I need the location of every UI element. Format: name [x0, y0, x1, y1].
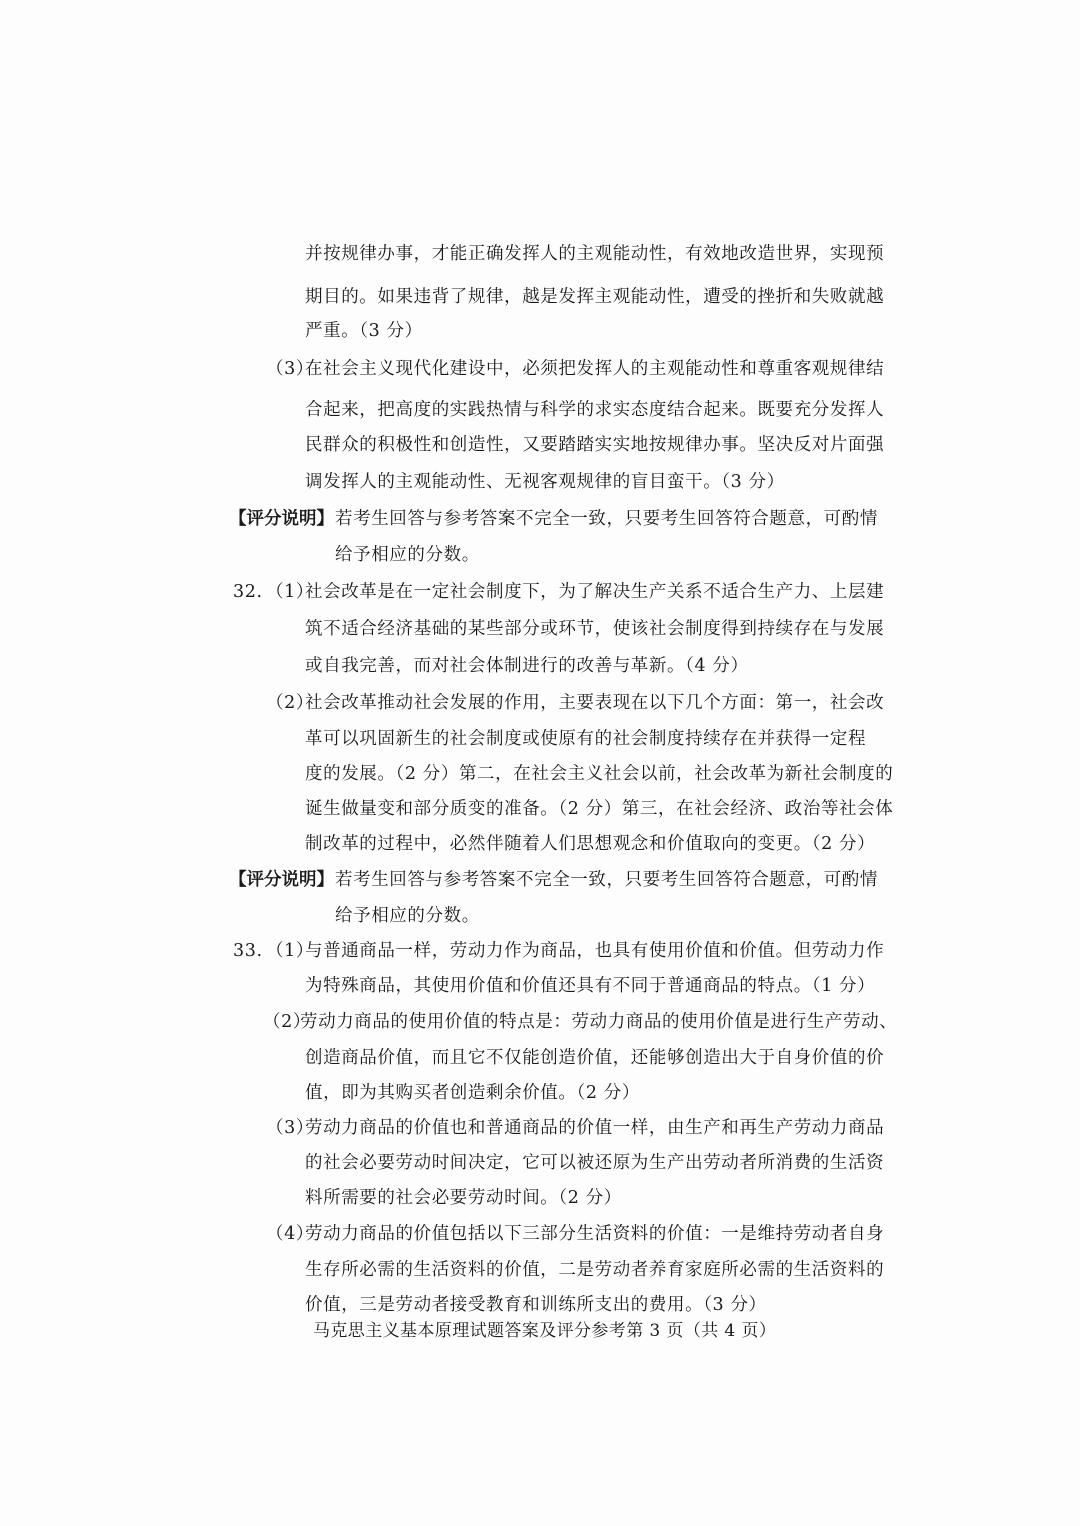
question-number: 33.: [233, 941, 263, 961]
part-marker: （2）: [266, 693, 314, 713]
text-line: 劳动力商品的价值包括以下三部分生活资料的价值：一是维持劳动者自身: [305, 1224, 885, 1244]
text-line: 创造商品价值，而且它不仅能创造价值，还能够创造出大于自身价值的价: [305, 1048, 885, 1068]
text-line: 的社会必要劳动时间决定，它可以被还原为生产出劳动者所消费的生活资: [305, 1153, 885, 1173]
part-marker: （3）: [266, 359, 314, 379]
question-number: 32.: [233, 582, 263, 602]
scoring-note-label: 【评分说明】: [229, 870, 334, 890]
text-line: 严重。（3 分）: [305, 321, 423, 341]
text-line: 制改革的过程中，必然伴随着人们思想观念和价值取向的变更。（2 分）: [305, 834, 876, 854]
text-line: 并按规律办事，才能正确发挥人的主观能动性，有效地改造世界，实现预: [305, 244, 885, 264]
text-line: 与普通商品一样，劳动力作为商品，也具有使用价值和价值。但劳动力作: [305, 941, 885, 961]
text-line: 给予相应的分数。: [335, 545, 480, 565]
text-line: 在社会主义现代化建设中，必须把发挥人的主观能动性和尊重客观规律结: [305, 359, 885, 379]
text-line: 筑不适合经济基础的某些部分或环节，使该社会制度得到持续存在与发展: [305, 619, 885, 639]
text-line: 革可以巩固新生的社会制度或使原有的社会制度持续存在并获得一定程: [305, 729, 867, 749]
text-line: 为特殊商品，其使用价值和价值还具有不同于普通商品的特点。（1 分）: [305, 976, 876, 996]
text-line: 劳动力商品的使用价值的特点是：劳动力商品的使用价值是进行生产劳动、: [300, 1012, 898, 1032]
text-line: 诞生做量变和部分质变的准备。（2 分）第三，在社会经济、政治等社会体: [305, 799, 894, 819]
page-footer: 马克思主义基本原理试题答案及评分参考第 3 页（共 4 页）: [313, 1321, 777, 1341]
text-line: 劳动力商品的价值也和普通商品的价值一样，由生产和再生产劳动力商品: [305, 1118, 885, 1138]
text-line: 度的发展。（2 分）第二，在社会主义社会以前，社会改革为新社会制度的: [305, 764, 894, 784]
text-line: 给予相应的分数。: [335, 906, 480, 926]
part-marker: （3）: [266, 1118, 314, 1138]
part-marker: （2）: [263, 1012, 311, 1032]
text-line: 社会改革推动社会发展的作用，主要表现在以下几个方面：第一，社会改: [305, 693, 885, 713]
part-marker: （1）: [266, 941, 314, 961]
text-line: 生存所必需的生活资料的价值，二是劳动者养育家庭所必需的生活资料的: [305, 1260, 885, 1280]
text-line: 社会改革是在一定社会制度下，为了解决生产关系不适合生产力、上层建: [305, 582, 885, 602]
text-line: 值，即为其购买者创造剩余价值。（2 分）: [305, 1083, 640, 1103]
text-line: 价值，三是劳动者接受教育和训练所支出的费用。（3 分）: [305, 1295, 767, 1315]
text-line: 期目的。如果违背了规律，越是发挥主观能动性，遭受的挫折和失败就越: [305, 287, 885, 307]
scoring-note-label: 【评分说明】: [229, 509, 334, 529]
text-line: 调发挥人的主观能动性、无视客观规律的盲目蛮干。（3 分）: [305, 472, 785, 492]
text-line: 若考生回答与参考答案不完全一致，只要考生回答符合题意，可酌情: [335, 509, 878, 529]
text-line: 或自我完善，而对社会体制进行的改善与革新。（4 分）: [305, 656, 749, 676]
text-line: 若考生回答与参考答案不完全一致，只要考生回答符合题意，可酌情: [335, 870, 878, 890]
text-line: 料所需要的社会必要劳动时间。（2 分）: [305, 1188, 622, 1208]
text-line: 合起来，把高度的实践热情与科学的求实态度结合起来。既要充分发挥人: [305, 400, 885, 420]
part-marker: （1）: [266, 582, 314, 602]
part-marker: （4）: [266, 1224, 314, 1244]
text-line: 民群众的积极性和创造性，又要踏踏实实地按规律办事。坚决反对片面强: [305, 435, 885, 455]
